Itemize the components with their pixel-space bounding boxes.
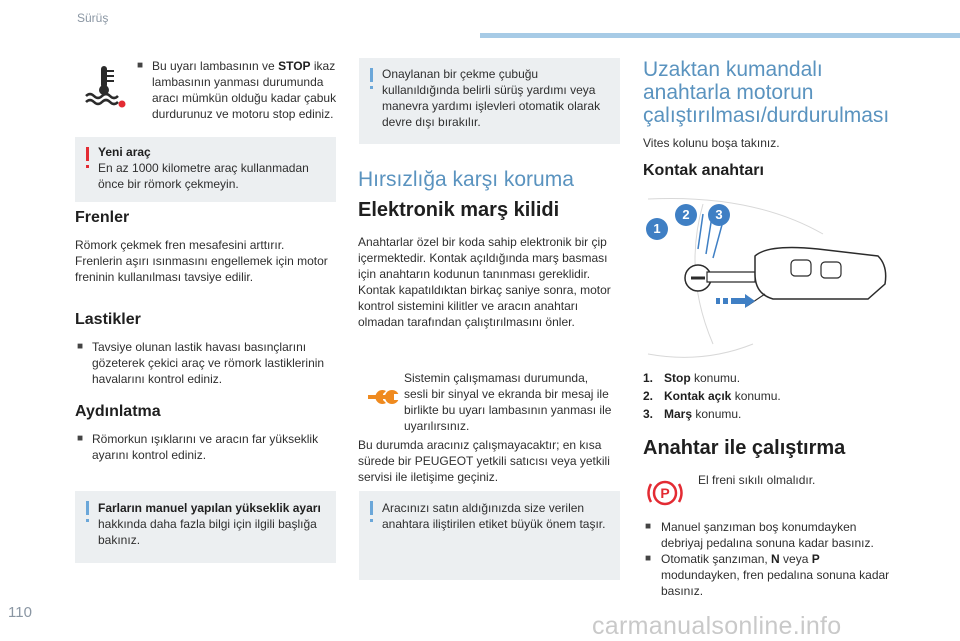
parking-brake-icon [645,476,685,510]
bullet-icon: ■ [137,60,144,71]
new-car-title: Yeni araç [98,145,151,159]
position-item: 1. Stop konumu. [643,371,741,385]
callout-1: 1 [646,218,668,240]
new-car-note: Yeni araç En az 1000 kilometre araç kullanmadan önce bir römork çekmeyin. [75,137,336,202]
note-bold-text: Farların manuel yapılan yükseklik ayarı [98,501,321,515]
tyres-text: Tavsiye olunan lastik havası basınçlarını gözeterek çekici araç ve römork lastiklerinin havalarını kontrol ediniz. [92,340,325,386]
start-with-key-title: Anahtar ile çalıştırma [643,437,846,459]
callout-2: 2 [675,204,697,226]
ignition-title: Kontak anahtarı [643,162,764,179]
key-label-note: Aracınızı satın aldığınızda size verilen anahtara iliştirilen etiket büyük önem taşır. [359,491,620,580]
lighting-text: Römorkun ışıklarını ve aracın far yükseklik ayarını kontrol ediniz. [92,432,319,462]
theft-title: Hırsızlığa karşı koruma [358,168,574,191]
brakes-text: Römork çekmek fren mesafesini arttırır. Frenlerin aşırı ısınmasını engellemek için motor freninin kullanılması tavsiye edilir. [75,238,328,284]
manual-gearbox-text: Manuel şanzıman boş konumdayken debriyaj pedalına sonuna kadar basınız. [661,520,874,550]
bullet-icon: ■ [645,553,652,564]
info-mark-icon [370,68,373,82]
remote-start-title: Uzaktan kumandalı anahtarla motorun çalıştırılması/durdurulması [643,58,890,127]
info-mark-icon [86,501,89,515]
headlamp-note: Farların manuel yapılan yükseklik ayarı hakkında daha fazla bilgi için ilgili başlığa bakınız. [75,491,336,563]
tyres-title: Lastikler [75,311,141,328]
immobiliser-text: Anahtarlar özel bir koda sahip elektronik bir çip içermektedir. Kontak açıldığında marş basması için anahtarın kodunun tanınması gereklidir. Kontak kapatıldıktan birkaç saniye sonra, motor kontrol sistemini kilitler ve aracın anahtarı olmadan tarafından çalıştırılmasını önler. [358,235,611,329]
positions-list [643,369,913,423]
brakes-title: Frenler [75,209,130,226]
coolant-temperature-warning-icon [80,62,128,108]
info-mark-icon [370,501,373,515]
malfunction-text: Sistemin çalışmaması durumunda, sesli bir sinyal ve ekranda bir mesaj ile birlikte bu uyarı lambasının yanması ile uyarılırsınız. [404,371,612,433]
tow-bar-note: Onaylanan bir çekme çubuğu kullanıldığında belirli sürüş yardımı veya manevra yardımı işlevleri otomatik olarak devre dışı bırakılır. [359,58,620,144]
page-number: 110 [8,604,32,621]
bullet-icon: ■ [645,521,652,532]
warning-mark-icon [86,147,89,161]
section-title: Sürüş [77,11,109,25]
immobiliser-title: Elektronik marş kilidi [358,199,560,221]
ignition-key-diagram [643,194,893,366]
watermark: carmanualsonline.info [592,612,842,640]
immobiliser-wrench-icon [364,383,400,409]
bullet-icon: ■ [77,433,84,444]
garage-text: Bu durumda aracınız çalışmayacaktır; en kısa sürede bir PEUGEOT yetkili satıcısı veya yetkili servisi ile iletişime geçiniz. [358,438,610,484]
auto-gearbox-text: Otomatik şanzıman, N veya P modundayken, fren pedalına sonuna kadar basınız. [661,552,890,598]
callout-3: 3 [708,204,730,226]
lighting-title: Aydınlatma [75,403,161,420]
position-item: 3. Marş konumu. [643,407,742,421]
svg-text:P: P [660,485,670,501]
position-item: 2. Kontak açık konumu. [643,389,781,403]
handbrake-text: El freni sıkılı olmalıdır. [698,473,816,487]
warning-text: Bu uyarı lambasının ve STOP ikaz lambasının yanması durumunda aracı mümkün olduğu kadar çabuk durdurunuz ve motoru stop ediniz. [152,59,337,121]
header-bar [480,33,960,38]
neutral-text: Vites kolunu boşa takınız. [643,136,780,150]
bullet-icon: ■ [77,341,84,352]
